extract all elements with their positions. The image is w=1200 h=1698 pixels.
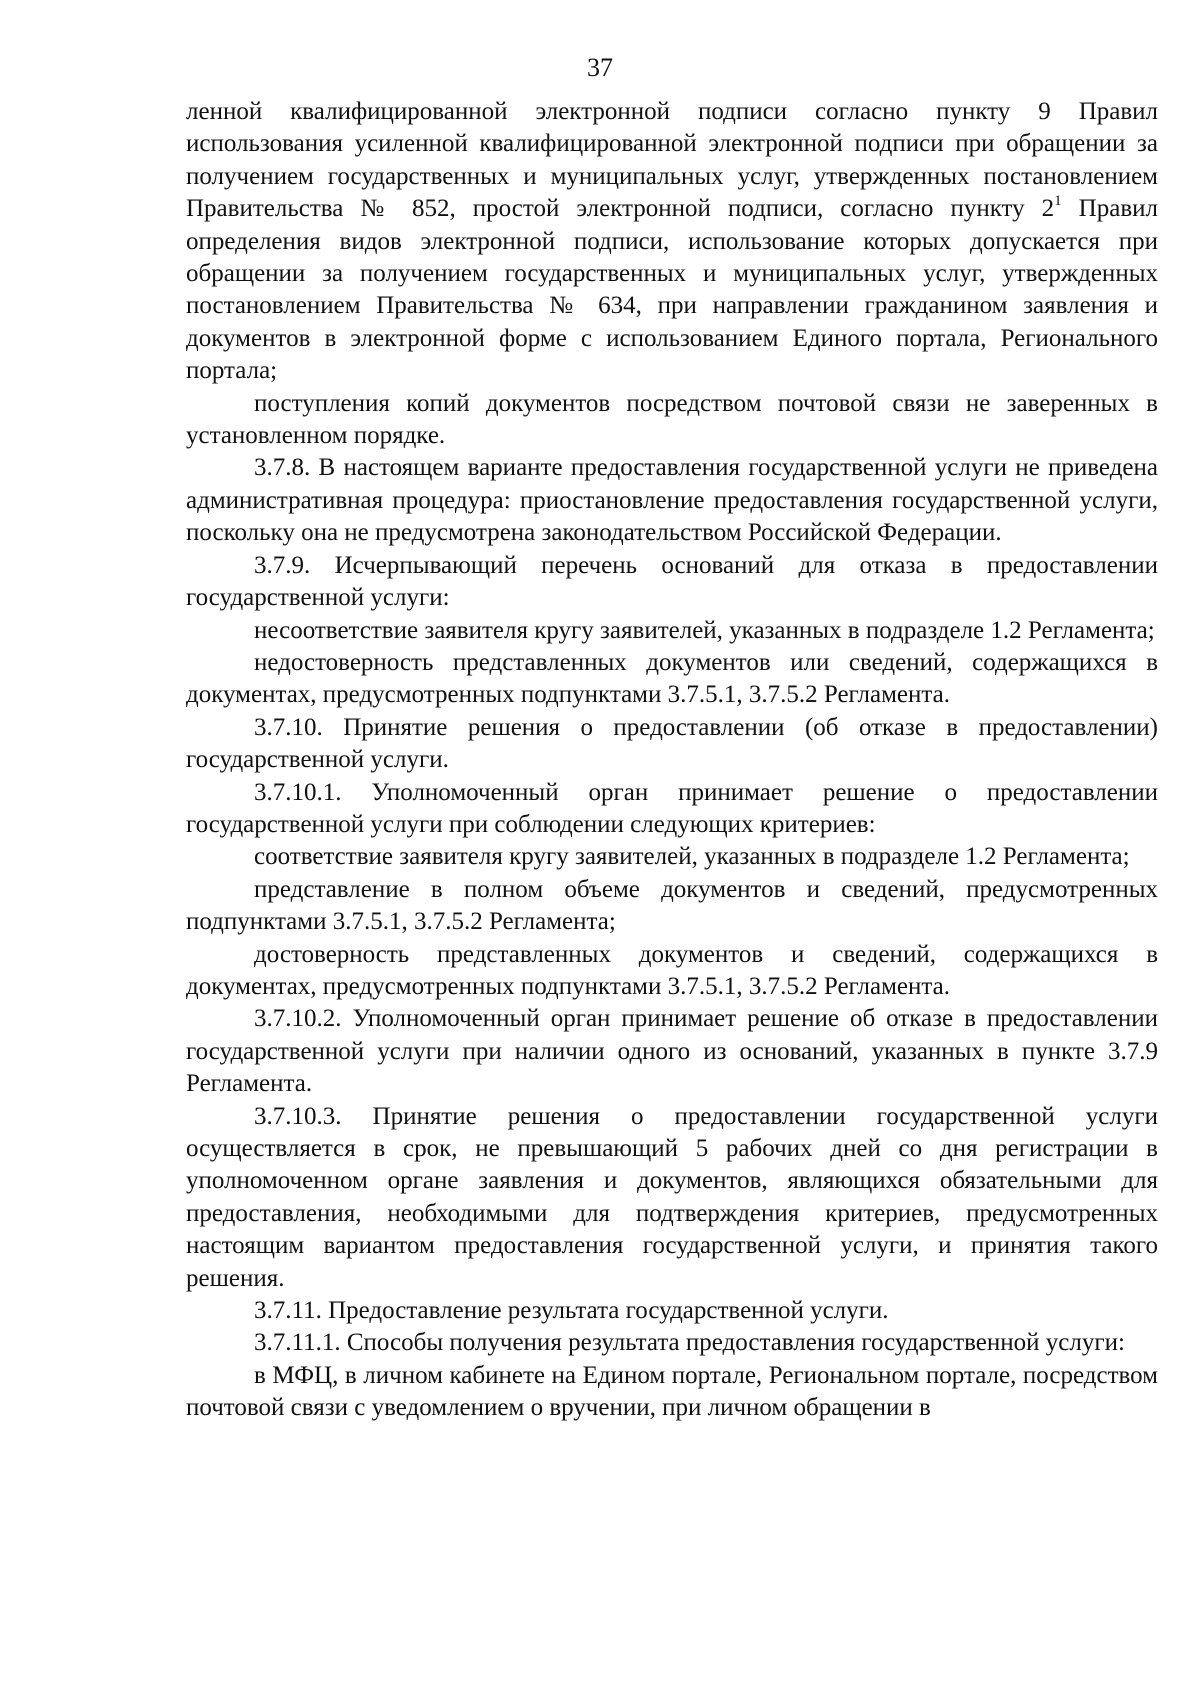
- paragraph-3-7-8: 3.7.8. В настоящем варианте предоставления государственной услуги не приведена административная процедура: приостановление предоставления государственной услуги, поскольку она не предусмотрена законодательством Российской Федерации.: [186, 454, 1158, 547]
- list-item-delivery-method: в МФЦ, в личном кабинете на Едином портале, Региональном портале, посредством почтовой связи с уведомлением о вручении, при личном обращении в: [186, 1361, 1158, 1422]
- list-item-criterion: представление в полном объеме документов и сведений, предусмотренных подпунктами 3.7.5.1, 3.7.5.2 Регламента;: [186, 875, 1158, 936]
- paragraph-text-part: ленной квалифицированной электронной подписи согласно пункту 9 Правил использования усиленной квалифицированной электронной подписи при обращении за получением государственных и муниципальных услуг, утвержденных постановлением Правительства № 852, простой электронной подписи, согласно пункту 2: [186, 98, 1158, 223]
- list-item-criterion: соответствие заявителя кругу заявителей, указанных в подразделе 1.2 Регламента;: [254, 843, 1130, 871]
- paragraph-electronic-signature: [186, 96, 1158, 388]
- paragraph-text-part: Правил определения видов электронной подписи, использование которых допускается при обращении за получением государственных и муниципальных услуг, утвержденных постановлением Правительства № 634, при направлении гражданином заявления и документов в электронной форме с использованием Единого портала, Регионального портала;: [186, 195, 1158, 385]
- list-item-refusal-ground: недостоверность представленных документов или сведений, содержащихся в документах, предусмотренных подпунктами 3.7.5.1, 3.7.5.2 Регламента.: [186, 648, 1158, 709]
- paragraph-3-7-10-2: 3.7.10.2. Уполномоченный орган принимает решение об отказе в предоставлении государственной услуги при наличии одного из оснований, указанных в пункте 3.7.9 Регламента.: [186, 1005, 1158, 1098]
- paragraph-3-7-10-1: 3.7.10.1. Уполномоченный орган принимает решение о предоставлении государственной услуги при соблюдении следующих критериев:: [186, 778, 1158, 838]
- list-item-refusal-ground: несоответствие заявителя кругу заявителей, указанных в подразделе 1.2 Регламента;: [254, 616, 1155, 644]
- paragraph-3-7-9: 3.7.9. Исчерпывающий перечень оснований для отказа в предоставлении государственной услуги:: [186, 551, 1158, 612]
- paragraph-3-7-10-3: 3.7.10.3. Принятие решения о предоставлении государственной услуги осуществляется в срок, не превышающий 5 рабочих дней со дня регистрации в уполномоченном органе заявления и документов, являющихся обязательными для предоставления, необходимыми для подтверждения критериев, предусмотренных настоящим вариантом предоставления государственной услуги, и принятия такого решения.: [186, 1102, 1158, 1292]
- document-body: [186, 96, 1158, 1425]
- list-item-criterion: достоверность представленных документов и сведений, содержащихся в документах, предусмотренных подпунктами 3.7.5.1, 3.7.5.2 Регламента.: [186, 940, 1158, 1000]
- page-number: 37: [587, 53, 613, 82]
- paragraph-3-7-11: 3.7.11. Предоставление результата государственной услуги.: [254, 1297, 889, 1325]
- paragraph-3-7-10: 3.7.10. Принятие решения о предоставлении (об отказе в предоставлении) государственной услуги.: [186, 713, 1158, 774]
- footnote-superscript: 1: [1054, 192, 1062, 209]
- paragraph-postal-copies: поступления копий документов посредством почтовой связи не заверенных в установленном порядке.: [186, 389, 1158, 450]
- paragraph-3-7-11-1: 3.7.11.1. Способы получения результата предоставления государственной услуги:: [254, 1329, 1125, 1357]
